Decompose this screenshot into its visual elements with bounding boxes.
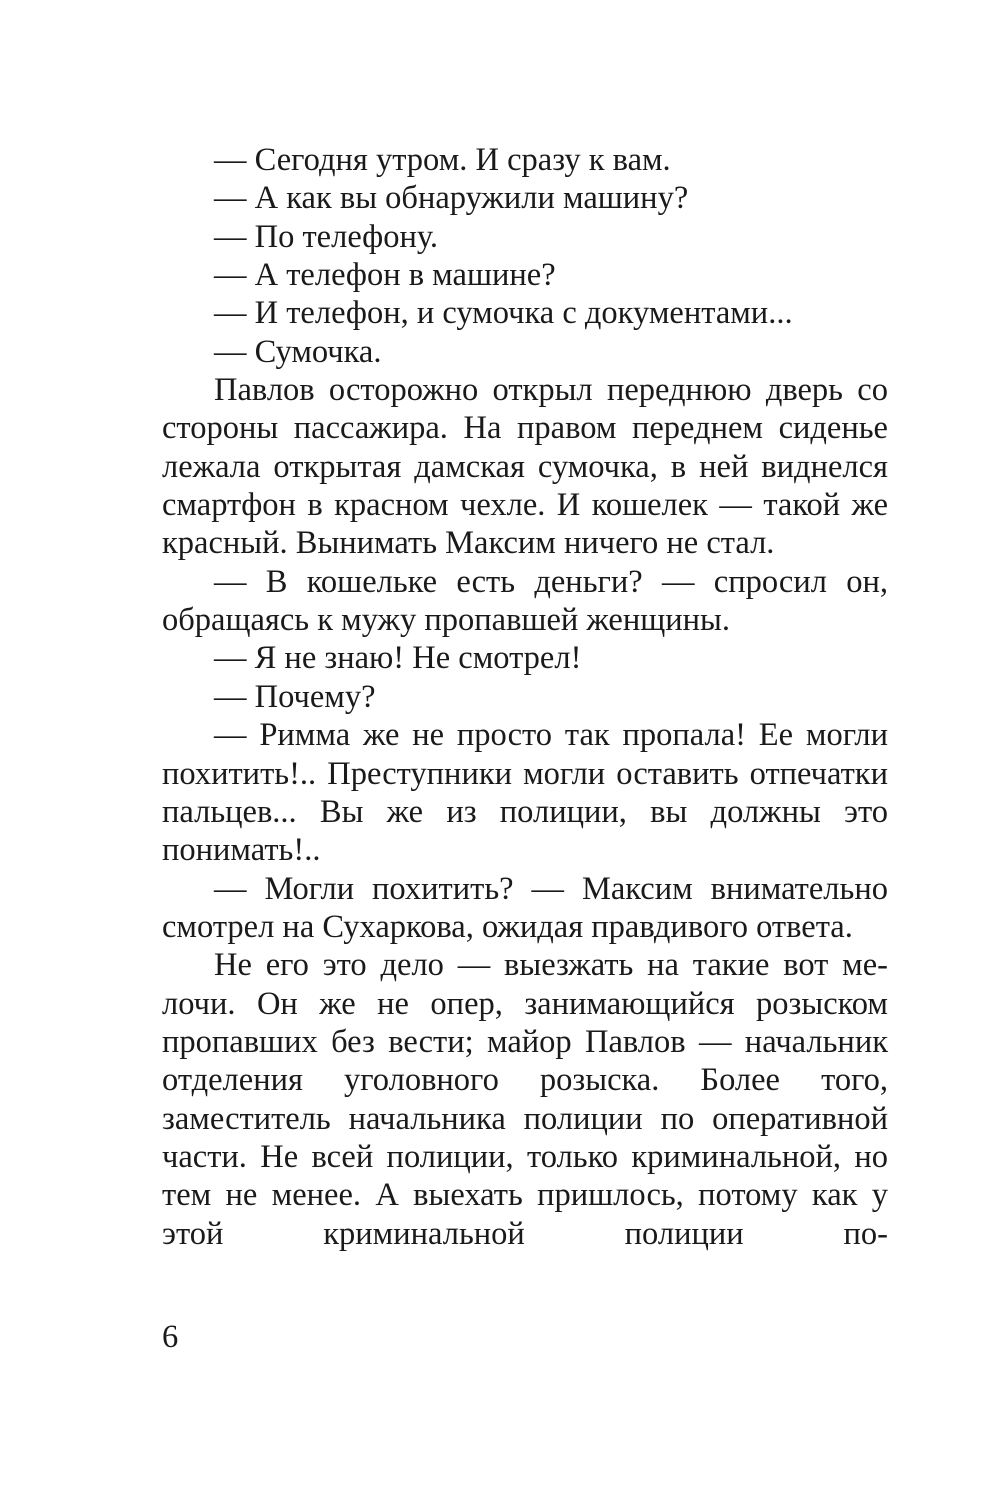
paragraph: — По телефону. bbox=[214, 218, 438, 255]
page-body bbox=[162, 141, 888, 1253]
paragraph: — А телефон в машине? bbox=[214, 257, 556, 294]
paragraph: — Римма же не просто так пропала! Ее могли похитить!.. Преступники могли оставить отпечатки пальцев... Вы же из полиции, вы должны это понимать!.. bbox=[162, 717, 888, 869]
paragraph: — Могли похитить? — Максим внимательно смотрел на Сухаркова, ожидая правдивого ответа. bbox=[162, 870, 888, 945]
paragraph: — Почему? bbox=[214, 678, 376, 715]
paragraph: Не его это дело — выезжать на такие вот мелочи. Он же не опер, занимающийся розыском пропавших без вести; майор Павлов — начальник отделения уголовного розыска. Более того, заместитель начальника полиции по оперативной части. Не всей полиции, только криминальной, но тем не менее. А выехать пришлось, потому как у этой криминальной полиции по- bbox=[162, 947, 888, 1252]
paragraph: — Сегодня утром. И сразу к вам. bbox=[214, 142, 671, 178]
paragraph: — А как вы обнаружили машину? bbox=[214, 180, 689, 217]
paragraph: — Я не знаю! Не смотрел! bbox=[214, 640, 582, 677]
paragraph: — Сумочка. bbox=[214, 333, 382, 370]
paragraph: — И телефон, и сумочка с документами... bbox=[214, 295, 793, 332]
paragraph: — В кошельке есть деньги? — спросил он, обращаясь к мужу пропавшей женщины. bbox=[162, 563, 888, 639]
paragraph: Павлов осторожно открыл переднюю дверь со стороны пассажира. На правом переднем сиденье лежала открытая дамская сумочка, в ней виднелся смартфон в красном чехле. И кошелек — такой же красный. Вынимать Максим ничего не стал. bbox=[162, 372, 888, 562]
page-number: 6 bbox=[162, 1319, 179, 1355]
